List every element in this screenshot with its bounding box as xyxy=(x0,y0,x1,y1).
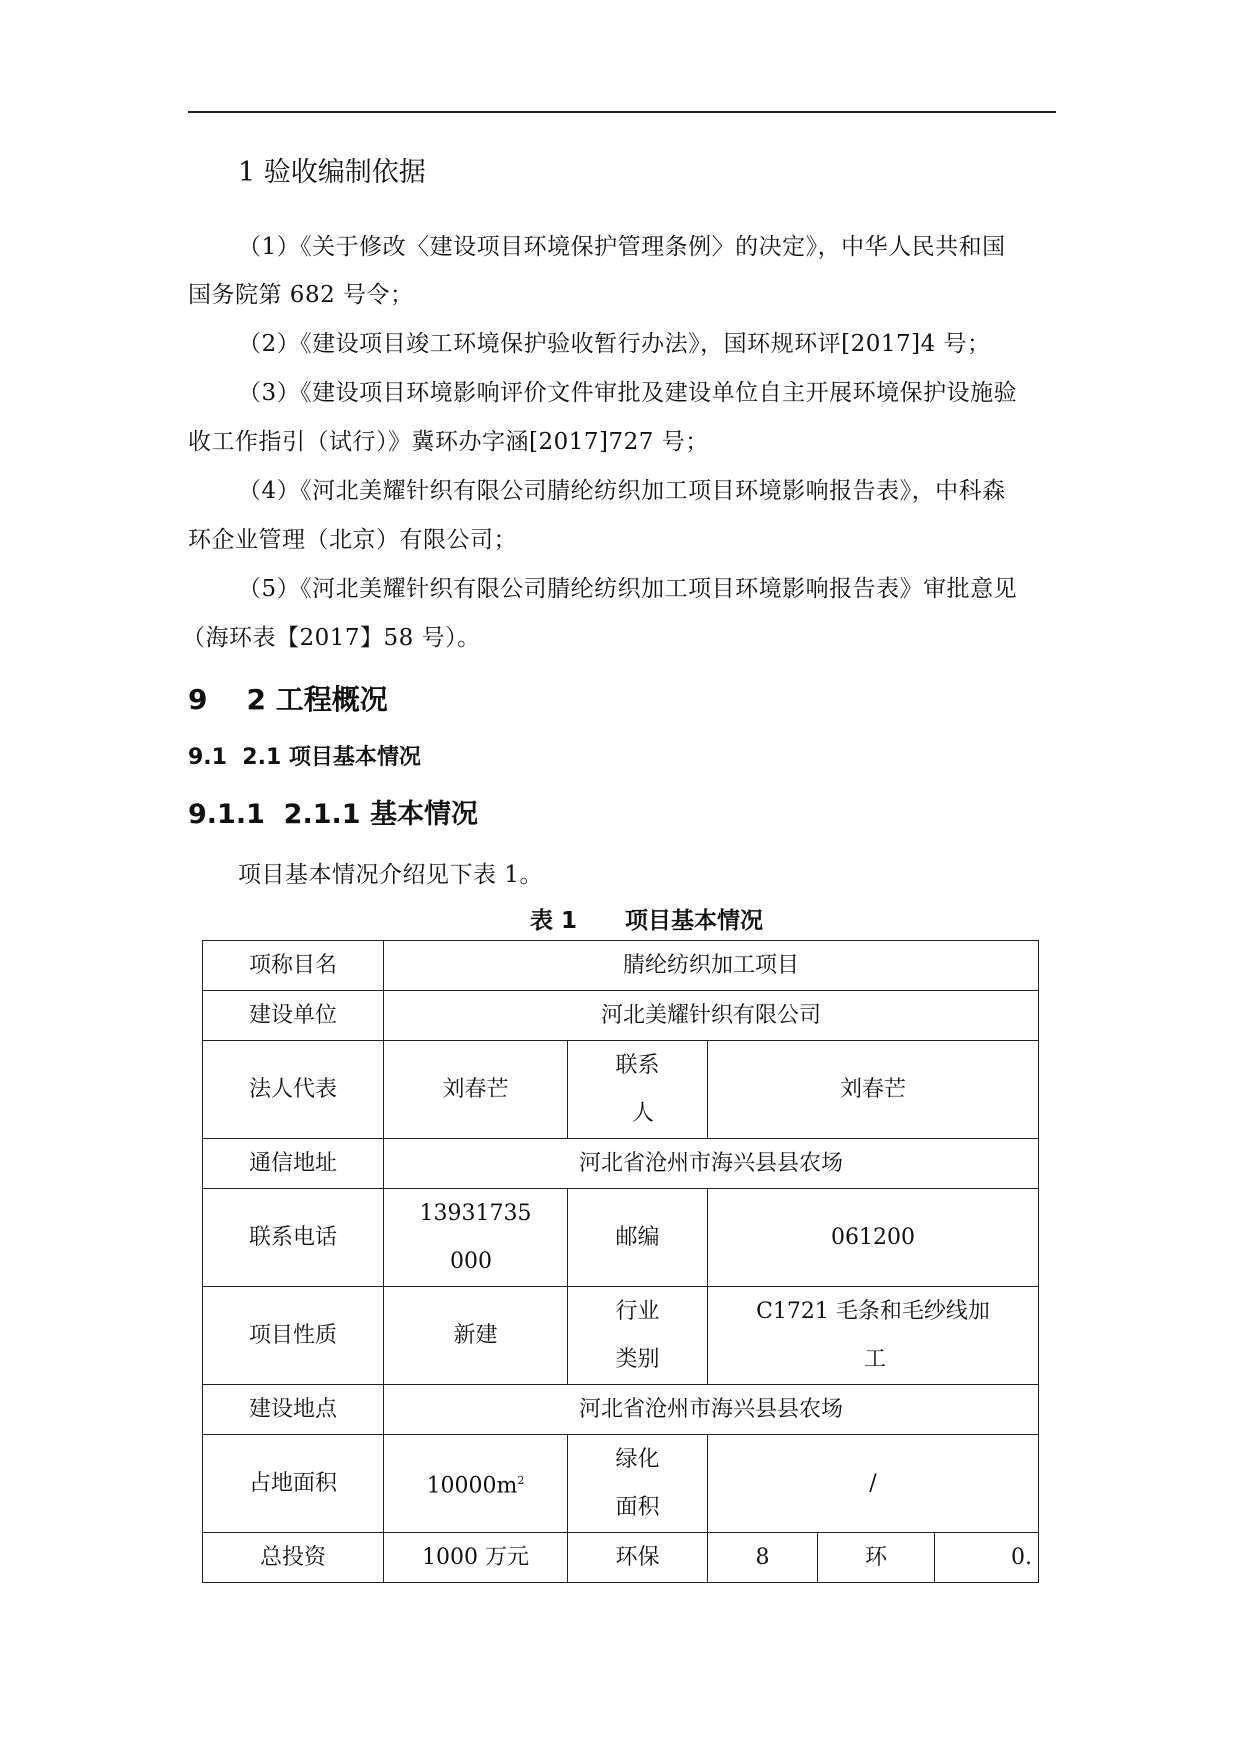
phone-value-line2: 000 xyxy=(450,1248,492,1274)
table-row xyxy=(203,1287,1039,1385)
project-info-table xyxy=(202,940,1039,1583)
basis-item-4-line1: （4）《河北美耀针织有限公司腈纶纺织加工项目环境影响报告表》，中科森 xyxy=(238,478,1006,504)
green-label-line2: 面积 xyxy=(615,1494,660,1520)
contact-label-line2: 人 xyxy=(632,1100,655,1126)
basis-item-3-line1: （3）《建设项目环境影响评价文件审批及建设单位自主开展环境保护设施验 xyxy=(238,380,1018,406)
industry-label xyxy=(568,1287,708,1385)
header-rule xyxy=(188,111,1056,113)
phone-label: 联系电话 xyxy=(203,1189,384,1287)
address-value: 河北省沧州市海兴县县农场 xyxy=(384,1139,1039,1189)
table-row xyxy=(203,991,1039,1041)
basis-item-3-line2: 收工作指引（试行）》冀环办字涵[2017]727 号； xyxy=(188,429,709,455)
section1-title: 1 验收编制依据 xyxy=(238,157,426,188)
industry-label-line2: 类别 xyxy=(615,1346,660,1372)
industry-value-line1: C1721 毛条和毛纱线加 xyxy=(756,1298,990,1324)
area-value xyxy=(384,1435,568,1533)
section2-1-title: 9.1 2.1 项目基本情况 xyxy=(188,745,421,770)
industry-label-line1: 行业 xyxy=(615,1298,660,1324)
area-superscript: 2 xyxy=(517,1473,525,1487)
contact-value: 刘春芒 xyxy=(708,1041,1039,1139)
builder-value: 河北美耀针织有限公司 xyxy=(384,991,1039,1041)
table-row xyxy=(203,1189,1039,1287)
table-row xyxy=(203,1041,1039,1139)
section2-title: 9 2 工程概况 xyxy=(188,683,388,716)
contact-label xyxy=(568,1041,708,1139)
postcode-value: 061200 xyxy=(708,1189,1039,1287)
builder-label: 建设单位 xyxy=(203,991,384,1041)
green-label xyxy=(568,1435,708,1533)
invest-label: 总投资 xyxy=(203,1533,384,1583)
phone-value xyxy=(384,1189,568,1287)
table-row xyxy=(203,1533,1039,1583)
basis-item-5-line1: （5）《河北美耀针织有限公司腈纶纺织加工项目环境影响报告表》审批意见 xyxy=(238,576,1018,602)
area-label: 占地面积 xyxy=(203,1435,384,1533)
project-name-value: 腈纶纺织加工项目 xyxy=(384,941,1039,991)
legal-rep-label: 法人代表 xyxy=(203,1041,384,1139)
basis-item-2: （2）《建设项目竣工环境保护验收暂行办法》，国环规环评[2017]4 号； xyxy=(238,331,991,357)
section2-1-1-title: 9.1.1 2.1.1 基本情况 xyxy=(188,799,478,830)
postcode-label: 邮编 xyxy=(568,1189,708,1287)
invest-value: 1000 万元 xyxy=(384,1533,568,1583)
basis-item-1-line2: 国务院第 682 号令； xyxy=(188,282,414,308)
industry-value xyxy=(708,1287,1039,1385)
env-label-2: 环 xyxy=(818,1533,935,1583)
site-value: 河北省沧州市海兴县县农场 xyxy=(384,1385,1039,1435)
industry-value-line2: 工 xyxy=(864,1346,887,1372)
site-label: 建设地点 xyxy=(203,1385,384,1435)
env-label: 环保 xyxy=(568,1533,708,1583)
green-label-line1: 绿化 xyxy=(615,1446,660,1472)
table-row xyxy=(203,941,1039,991)
table-row xyxy=(203,1435,1039,1533)
project-name-label: 项称目名 xyxy=(203,941,384,991)
phone-value-line1: 13931735 xyxy=(419,1200,532,1226)
address-label: 通信地址 xyxy=(203,1139,384,1189)
area-number: 10000m xyxy=(426,1473,518,1499)
contact-label-line1: 联系 xyxy=(615,1052,660,1078)
basis-item-1-line1: （1）《关于修改〈建设项目环境保护管理条例〉的决定》，中华人民共和国 xyxy=(238,234,1006,260)
table-caption: 表 1 项目基本情况 xyxy=(530,908,764,934)
legal-rep-value: 刘春芒 xyxy=(384,1041,568,1139)
basis-item-4-line2: 环企业管理（北京）有限公司； xyxy=(188,527,517,553)
table-row xyxy=(203,1385,1039,1435)
env-value-2: 0. xyxy=(935,1533,1039,1583)
table-intro: 项目基本情况介绍见下表 1。 xyxy=(238,862,543,888)
nature-value: 新建 xyxy=(384,1287,568,1385)
nature-label: 项目性质 xyxy=(203,1287,384,1385)
env-value: 8 xyxy=(708,1533,818,1583)
basis-item-5-line2: （海环表【2017】58 号）。 xyxy=(182,625,481,651)
table-row xyxy=(203,1139,1039,1189)
green-value: / xyxy=(708,1435,1039,1533)
